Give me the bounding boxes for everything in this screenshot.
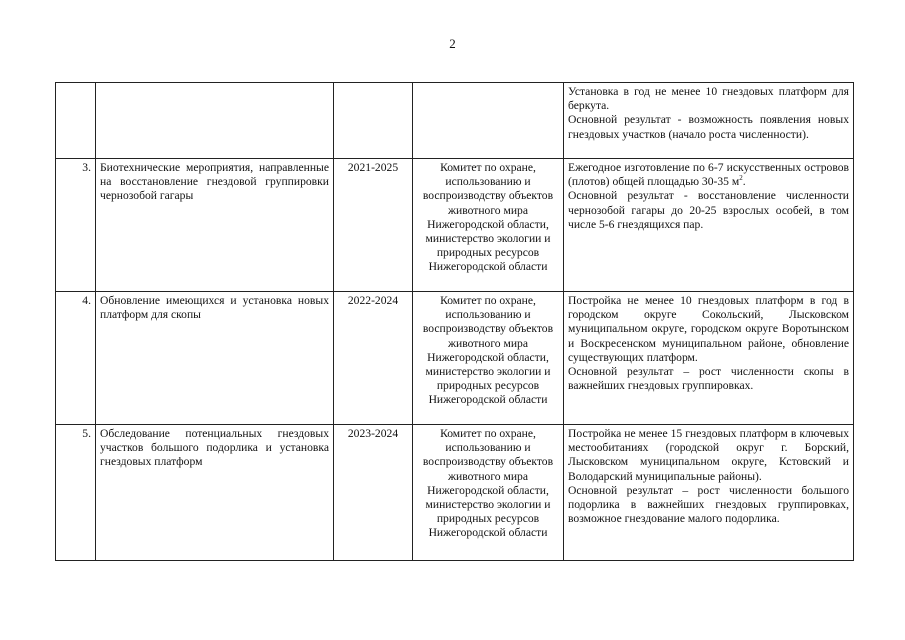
result-cell xyxy=(564,159,854,292)
executor-cell: Комитет по охране, использованию и воспроизводству объектов животного мира Нижегородской области, министерство экологии и природных ресурсов Нижегородской области xyxy=(413,292,564,425)
result-paragraph: Основной результат - возможность появления новых гнездовых участков (начало роста численности). xyxy=(568,113,849,141)
result-paragraph: Установка в год не менее 10 гнездовых платформ для беркута. xyxy=(568,85,849,113)
result-cell xyxy=(564,292,854,425)
result-text-tail: . xyxy=(742,175,746,189)
period-cell: 2022-2024 xyxy=(334,292,413,425)
result-cell xyxy=(564,425,854,561)
result-paragraph: Постройка не менее 10 гнездовых платформ в год в городском округе Сокольский, Лысковском муниципальном округе, городском округе Воротынском и Воскресенском муниципальном районе, обновление существующих платформ. xyxy=(568,294,849,364)
result-paragraph: Основной результат – рост численности скопы в важнейших гнездовых группировках. xyxy=(568,365,849,393)
executor-cell: Комитет по охране, использованию и воспроизводству объектов животного мира Нижегородской области, министерство экологии и природных ресурсов Нижегородской области xyxy=(413,425,564,561)
measure-name-cell xyxy=(96,83,334,159)
result-paragraph: Постройка не менее 15 гнездовых платформ в ключевых местообитаниях (городской округ г. Борский, Лысковском муниципальном округе, Кстовский и Володарский муниципальные районы). xyxy=(568,427,849,483)
executor-cell xyxy=(413,83,564,159)
table-row xyxy=(56,292,854,425)
period-cell: 2021-2025 xyxy=(334,159,413,292)
row-number-cell: 3. xyxy=(56,159,96,292)
result-text: Ежегодное изготовление по 6-7 искусственных островов (плотов) общей площадью 30-35 м xyxy=(568,161,849,189)
measures-table xyxy=(55,82,854,561)
table-row xyxy=(56,83,854,159)
measure-name-cell: Обследование потенциальных гнездовых участков большого подорлика и установка гнездовых платформ xyxy=(96,425,334,561)
measure-name-cell: Обновление имеющихся и установка новых платформ для скопы xyxy=(96,292,334,425)
area-unit-superscript: 2 xyxy=(739,174,743,183)
result-paragraph: Основной результат – рост численности большого подорлика в важнейших гнездовых группировках, возможное гнездование малого подорлика. xyxy=(568,483,849,526)
result-cell xyxy=(564,83,854,159)
row-number-cell xyxy=(56,83,96,159)
measure-name-cell: Биотехнические мероприятия, направленные на восстановление гнездовой группировки чернозобой гагары xyxy=(96,159,334,292)
period-cell xyxy=(334,83,413,159)
result-paragraph: Основной результат - восстановление численности чернозобой гагары до 20-25 взрослых особей, в том числе 5-6 гнездящихся пар. xyxy=(568,189,849,231)
table-row xyxy=(56,159,854,292)
row-number-cell: 5. xyxy=(56,425,96,561)
row-number-cell: 4. xyxy=(56,292,96,425)
executor-cell: Комитет по охране, использованию и воспроизводству объектов животного мира Нижегородской области, министерство экологии и природных ресурсов Нижегородской области xyxy=(413,159,564,292)
table-row xyxy=(56,425,854,561)
page-number: 2 xyxy=(449,36,456,51)
result-paragraph xyxy=(568,161,849,189)
period-cell: 2023-2024 xyxy=(334,425,413,561)
